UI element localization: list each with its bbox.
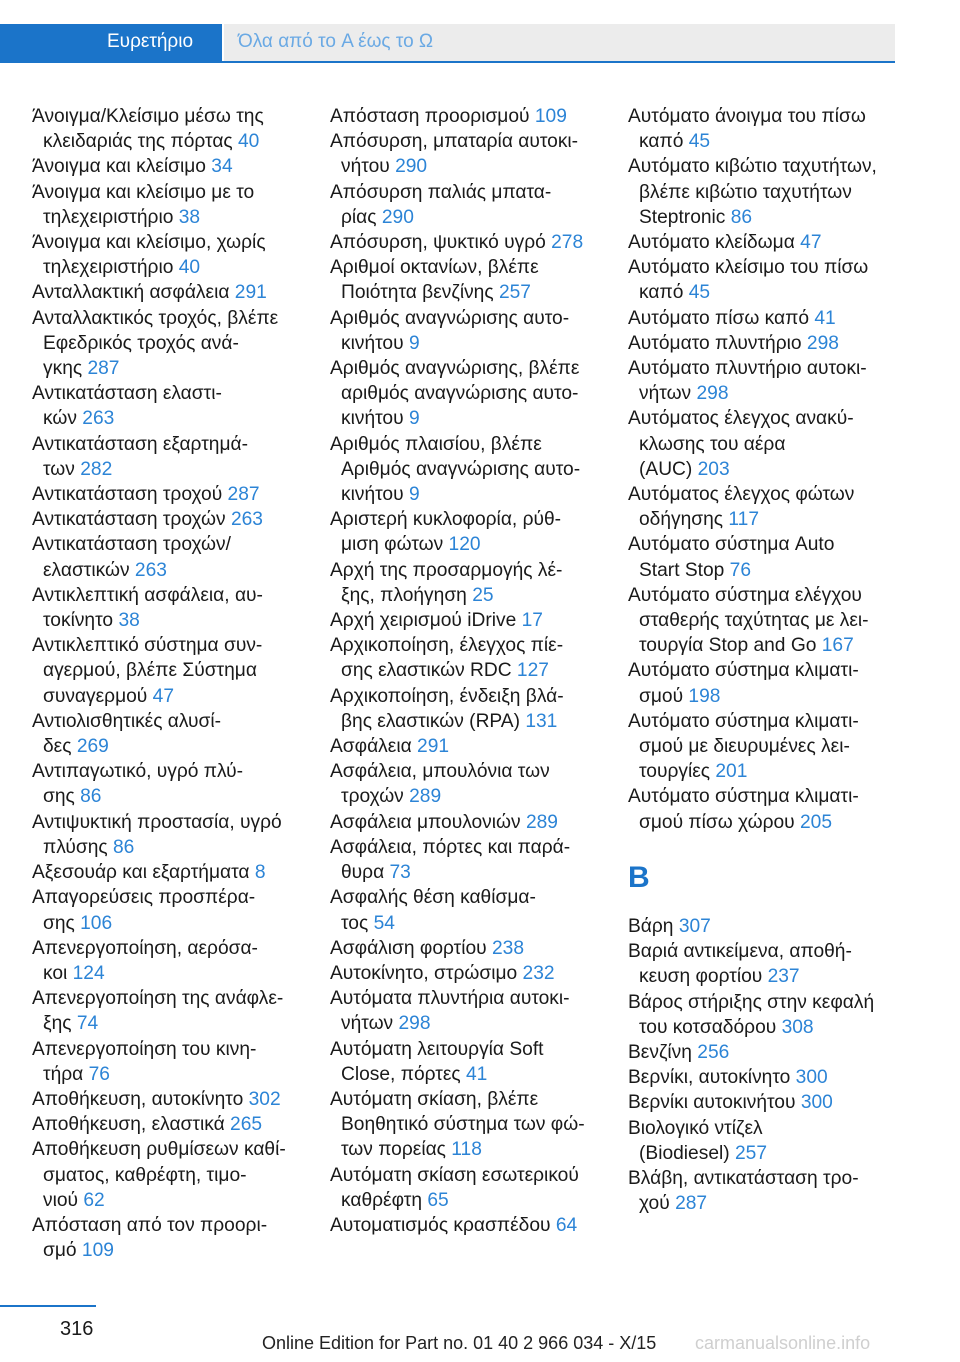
index-entry-text: ξης, πλοήγηση [341, 584, 467, 606]
index-entry-text: Αριθμός πλαισίου, βλέπε [330, 433, 542, 455]
index-entry-text: σης [43, 786, 75, 808]
index-entry-text: Απόσυρση, μπαταρία αυτοκι- [330, 131, 579, 153]
index-entry-text: καπό [639, 131, 684, 153]
page-link[interactable]: 106 [80, 912, 113, 934]
page-link[interactable]: 109 [534, 106, 567, 127]
index-entry [330, 936, 620, 961]
index-entry-text: Βενζίνη [628, 1041, 692, 1063]
index-entry-text: Αντικλεπτικό σύστημα συν- [32, 635, 263, 657]
page-link[interactable]: 300 [800, 1092, 833, 1114]
index-entry-text: (Biodiesel) [639, 1142, 730, 1164]
index-entry-text: Αποθήκευση, ελαστικά [32, 1114, 225, 1136]
index-entry-text: Απόσυρση παλιάς μπατα- [330, 181, 552, 203]
index-entry-text: νήτων [341, 1013, 394, 1035]
index-entry [330, 1163, 620, 1213]
page-link[interactable]: 117 [728, 509, 759, 531]
index-entry [32, 709, 322, 759]
index-entry-text: τοκίνητο [43, 610, 114, 632]
index-entry-text: κλειδαριάς της πόρτας [43, 131, 233, 153]
index-entry-text: κοι [43, 962, 68, 984]
index-entry-text: Close, πόρτες [341, 1063, 461, 1085]
index-entry-text: Αριθμοί οκτανίων, βλέπε [330, 257, 539, 279]
index-entry-text: Αντικλεπτική ασφάλεια, αυ- [32, 584, 263, 606]
index-entry-text: Αντιπαγωτικό, υγρό πλύ- [32, 761, 244, 783]
index-entry [32, 986, 322, 1036]
index-entry [628, 331, 928, 356]
index-entry-text: Αρχικοποίηση, έλεγχος πίε- [330, 635, 564, 657]
index-entry-text: Αριθμός αναγνώρισης αυτο- [341, 458, 581, 480]
index-entry [330, 608, 620, 633]
index-entry-text: κών [43, 408, 77, 430]
index-entry-text: Αυτόματο σύστημα ελέγχου [628, 584, 862, 606]
page-link[interactable]: 205 [800, 811, 833, 833]
index-entry-text: Βάρη [628, 915, 674, 937]
index-entry-text: των πορείας [341, 1139, 446, 1161]
index-entry [32, 860, 322, 885]
index-entry [628, 406, 928, 482]
page-link[interactable]: 308 [781, 1016, 814, 1038]
page-link[interactable]: 298 [696, 383, 729, 405]
index-entry [330, 835, 620, 885]
index-entry-text: τουργίες [639, 761, 711, 783]
index-entry-text: τος [341, 912, 369, 934]
index-entry [32, 507, 322, 532]
index-entry [32, 154, 322, 179]
index-entry-text: ρίας [341, 206, 377, 228]
index-entry-text: σταθερής ταχύτητας με λει- [639, 610, 869, 632]
index-entry-text: Αριθμός αναγνώρισης αυτο- [330, 307, 570, 329]
index-entry-text: Άνοιγμα και κλείσιμο, χωρίς [32, 232, 266, 254]
index-entry [628, 1166, 928, 1216]
page-link[interactable]: 64 [555, 1214, 578, 1236]
tab-index-label: Ευρετήριο [107, 31, 194, 52]
index-entry [628, 1065, 928, 1090]
index-entry-text: αριθμός αναγνώρισης αυτο- [341, 383, 579, 405]
page-link[interactable]: 278 [551, 232, 584, 254]
page-link[interactable]: 41 [466, 1063, 488, 1085]
index-entry-text: Αυτόματο κιβώτιο ταχυτήτων, [628, 156, 877, 178]
index-entry-text: Αυτόματη σκίαση εσωτερικού [330, 1164, 579, 1186]
index-column-3 [628, 104, 928, 1216]
page-link[interactable]: 118 [451, 1139, 482, 1161]
page-link[interactable]: 9 [408, 408, 420, 430]
index-entry-text: Αρχή χειρισμού iDrive [330, 610, 517, 632]
footer-rule [0, 1305, 96, 1307]
index-entry-text: Βοηθητικό σύστημα των φώ- [341, 1114, 585, 1136]
page-link[interactable]: 76 [729, 559, 752, 581]
page-number: 316 [60, 1318, 94, 1340]
index-entry-text: Βλάβη, αντικατάσταση τρο- [628, 1167, 859, 1189]
index-entry-text: σης ελαστικών RDC [341, 660, 512, 682]
tab-index[interactable] [0, 24, 222, 61]
page-link[interactable]: 256 [697, 1041, 730, 1063]
page-link[interactable]: 263 [230, 509, 263, 531]
index-entry [628, 104, 928, 154]
index-entry-text: Αυτόματο κλείσιμο του πίσω [628, 257, 869, 279]
index-entry [628, 1040, 928, 1065]
index-entry-text: Αντιψυκτική προστασία, υγρό [32, 811, 282, 833]
page-link[interactable]: 86 [730, 206, 753, 228]
page-link[interactable]: 307 [678, 915, 711, 937]
index-entry-text: Αρχή της προσαρμογής λέ- [330, 559, 563, 581]
page-link[interactable]: 86 [112, 836, 135, 858]
index-entry-text: Αυτόματο πλυντήριο [628, 332, 802, 354]
index-entry-text: Απαγορεύσεις προσπέρα- [32, 887, 256, 909]
index-entry [330, 230, 620, 255]
index-entry-text: Ασφάλεια [330, 736, 412, 758]
page-link[interactable]: 263 [134, 559, 167, 581]
index-entry-text: τηλεχειριστήριο [43, 206, 174, 228]
index-entry [628, 990, 928, 1040]
page-link[interactable]: 290 [381, 206, 414, 228]
index-entry-text: Ασφάλεια, πόρτες και παρά- [330, 836, 571, 858]
index-column-2 [330, 104, 620, 1238]
index-entry [32, 230, 322, 280]
index-entry-text: Ασφαλής θέση καθίσμα- [330, 887, 536, 909]
page-link[interactable]: 86 [80, 786, 102, 808]
index-entry-text: Αυτόματο πίσω καπό [628, 307, 810, 329]
page-link[interactable]: 257 [498, 282, 531, 304]
index-entry-text: νήτων [639, 383, 692, 405]
index-entry [628, 230, 928, 255]
index-entry-text: Αντικατάσταση ελαστι- [32, 383, 222, 405]
page-link[interactable]: 45 [688, 282, 711, 304]
index-entry-text: των [43, 458, 75, 480]
index-entry-text: νιού [43, 1189, 79, 1211]
page-link[interactable]: 9 [408, 484, 420, 506]
page-link[interactable]: 269 [76, 736, 109, 758]
page-link[interactable]: 282 [80, 458, 113, 480]
index-entry-text: Ποιότητα βενζίνης [341, 282, 494, 304]
page-link[interactable]: 54 [373, 912, 395, 934]
index-entry [32, 381, 322, 431]
index-entry-text: Αριθμός αναγνώρισης, βλέπε [330, 358, 580, 380]
page-link[interactable]: 265 [230, 1114, 263, 1136]
index-entry-text: Αντιολισθητικές αλυσί- [32, 710, 222, 732]
index-entry-text: Απενεργοποίηση του κινη- [32, 1038, 257, 1060]
index-entry [330, 558, 620, 608]
index-entry-text: Αυτόματο σύστημα κλιματι- [628, 786, 859, 808]
index-entry-text: κλωσης του αέρα [639, 433, 786, 455]
index-entry-text: Άνοιγμα/Κλείσιμο μέσω της [32, 106, 264, 127]
index-entry-text: Απενεργοποίηση της ανάφλε- [32, 988, 284, 1010]
index-entry-text: Αποθήκευση ρυθμίσεων καθί- [32, 1139, 286, 1161]
index-entry-text: Αντικατάσταση τροχού [32, 484, 223, 506]
index-entry [330, 633, 620, 683]
index-entry [32, 936, 322, 986]
page-link[interactable]: 124 [72, 962, 105, 984]
index-entry [330, 885, 620, 935]
page-link[interactable]: 257 [735, 1142, 768, 1164]
page-link[interactable]: 291 [417, 736, 450, 758]
index-entry [628, 255, 928, 305]
page-link[interactable]: 237 [767, 966, 800, 988]
index-entry [628, 583, 928, 659]
index-entry [628, 709, 928, 785]
index-entry-text: κινήτου [341, 408, 404, 430]
index-entry [32, 1213, 322, 1263]
page-link[interactable]: 300 [795, 1067, 828, 1089]
index-entry-text: νήτου [341, 156, 390, 178]
page-link[interactable]: 298 [806, 332, 839, 354]
index-entry-text: σματος, καθρέφτη, τιμο- [43, 1164, 247, 1186]
index-entry-text: Αντικατάσταση εξαρτημά- [32, 433, 248, 455]
index-entry-text: Βάρος στήριξης στην κεφαλή [628, 991, 875, 1013]
index-entry [330, 180, 620, 230]
page-link[interactable]: 73 [389, 862, 411, 884]
index-entry [32, 583, 322, 633]
index-entry [330, 129, 620, 179]
index-entry-text: χού [639, 1193, 670, 1215]
index-entry-text: Αυτόματο κλείδωμα [628, 232, 795, 254]
index-entry-text: κευση φορτίου [639, 966, 763, 988]
index-entry [330, 759, 620, 809]
tab-a-to-z[interactable] [224, 24, 895, 61]
page-link[interactable]: 287 [675, 1193, 708, 1215]
page-link[interactable]: 109 [81, 1240, 114, 1262]
index-entry-text: βλέπε κιβώτιο ταχυτήτων [639, 181, 852, 203]
index-entry-text: συναγερμού [43, 685, 148, 707]
page-link[interactable]: 76 [88, 1063, 110, 1085]
index-entry-text: καπό [639, 282, 684, 304]
index-entry-text: τηλεχειριστήριο [43, 257, 174, 279]
index-entry [330, 432, 620, 508]
index-entry-text: Αντικατάσταση τροχών [32, 509, 226, 531]
page-link[interactable]: 41 [814, 307, 836, 329]
index-entry-text: Βερνίκι αυτοκινήτου [628, 1092, 796, 1114]
index-entry-text: Start Stop [639, 559, 725, 581]
index-entry [628, 1090, 928, 1115]
index-entry-text: Άνοιγμα και κλείσιμο [32, 156, 206, 178]
index-entry-text: Steptronic [639, 206, 726, 228]
index-entry-text: Ασφάλεια μπουλονιών [330, 811, 521, 833]
index-entry-text: ξης [43, 1013, 72, 1035]
page-link[interactable]: 198 [688, 685, 721, 707]
index-entry [32, 759, 322, 809]
page-link[interactable]: 203 [697, 458, 730, 480]
page-link[interactable]: 289 [525, 811, 558, 833]
index-entry-text: Αυτόματος έλεγχος φώτων [628, 484, 855, 506]
page-link[interactable]: 167 [821, 635, 854, 657]
page-link[interactable]: 62 [83, 1189, 105, 1211]
index-entry [330, 356, 620, 432]
index-entry-text: κινήτου [341, 332, 404, 354]
index-entry-text: Αυτοματισμός κρασπέδου [330, 1214, 551, 1236]
watermark: carmanualsonline.info [695, 1333, 871, 1353]
index-entry-text: Απόσυρση, ψυκτικό υγρό [330, 232, 546, 254]
section-letter: B [628, 860, 650, 894]
page-link[interactable]: 289 [409, 786, 442, 808]
page-link[interactable]: 290 [395, 156, 428, 178]
page-link[interactable]: 291 [234, 282, 267, 304]
index-entry [32, 1087, 322, 1112]
index-entry [330, 306, 620, 356]
index-entry-text: Αυτόματη σκίαση, βλέπε [330, 1088, 539, 1110]
index-entry-text: Αυτόματο σύστημα κλιματι- [628, 660, 859, 682]
index-entry-text: τροχών [341, 786, 404, 808]
index-entry-text: θυρα [341, 862, 385, 884]
page-link[interactable]: 127 [516, 660, 549, 682]
index-entry-text: του κοτσαδόρου [639, 1016, 777, 1038]
index-entry [32, 280, 322, 305]
index-entry [628, 784, 928, 834]
index-entry [628, 154, 928, 230]
index-entry [32, 482, 322, 507]
index-entry-text: Αποθήκευση, αυτοκίνητο [32, 1088, 244, 1110]
index-column-1 [32, 104, 322, 1263]
index-entry [32, 532, 322, 582]
index-entry-text: Ασφάλεια, μπουλόνια των [330, 761, 550, 783]
index-entry-text: Απενεργοποίηση, αερόσα- [32, 937, 258, 959]
page-link[interactable]: 40 [238, 131, 260, 153]
index-entry-text: βης ελαστικών (RPA) [341, 710, 520, 732]
index-entry-text: Αρχικοποίηση, ένδειξη βλά- [330, 685, 564, 707]
page-link[interactable]: 302 [248, 1088, 281, 1110]
header-bar [0, 24, 895, 61]
index-entry-text: (AUC) [639, 458, 693, 480]
index-entry-text: αγερμού, βλέπε Σύστημα [43, 660, 257, 682]
index-entry-text: Άνοιγμα και κλείσιμο με το [32, 181, 255, 203]
page-link[interactable]: 40 [178, 257, 201, 279]
index-entry [32, 1137, 322, 1213]
index-entry-text: σμού [639, 685, 684, 707]
index-entry [628, 1116, 928, 1166]
page-link[interactable]: 201 [715, 761, 748, 783]
index-entry [32, 1112, 322, 1137]
tab-a-to-z-label: Όλα από το A έως το Ω [238, 31, 434, 52]
index-entry [32, 1037, 322, 1087]
index-entry [32, 104, 322, 154]
page-link[interactable]: 74 [76, 1013, 99, 1035]
index-entry [628, 914, 928, 939]
index-entry-text: μιση φώτων [341, 534, 444, 556]
index-entry-text: Αυτόματα πλυντήρια αυτοκι- [330, 988, 570, 1010]
index-entry-text: Αυτόματο σύστημα Auto [628, 534, 835, 556]
index-entry [32, 633, 322, 709]
index-entry-text: Ασφάλιση φορτίου [330, 937, 487, 959]
page-link[interactable]: 25 [472, 584, 494, 606]
index-entry [32, 432, 322, 482]
index-entry [330, 734, 620, 759]
page-link[interactable]: 34 [211, 156, 233, 178]
page-link[interactable]: 38 [178, 206, 201, 228]
page-link[interactable]: 45 [688, 131, 711, 153]
index-entry-text: πλύσης [43, 836, 108, 858]
index-entry-text: ελαστικών [43, 559, 130, 581]
index-entry [330, 986, 620, 1036]
page-link[interactable]: 263 [82, 408, 115, 430]
index-entry-text: σμού με διευρυμένες λει- [639, 736, 850, 758]
index-entry-text: Αυτόματος έλεγχος ανακύ- [628, 408, 854, 430]
index-entry [330, 1213, 620, 1238]
index-entry-text: κινήτου [341, 484, 404, 506]
index-entry-text: Εφεδρικός τροχός ανά- [43, 332, 239, 354]
index-entry [330, 507, 620, 557]
index-entry [32, 306, 322, 382]
index-entry-text: Αντικατάσταση τροχών/ [32, 534, 231, 556]
index-entry [628, 658, 928, 708]
page-link[interactable]: 65 [427, 1189, 449, 1211]
index-entry-text: γκης [43, 358, 83, 380]
index-entry [628, 356, 928, 406]
index-entry-text: Αυτόματο σύστημα κλιματι- [628, 710, 859, 732]
page-link[interactable]: 47 [152, 685, 174, 707]
index-entry [32, 180, 322, 230]
index-entry [32, 810, 322, 860]
page-link[interactable]: 298 [398, 1013, 431, 1035]
index-entry-text: Απόσταση προορισμού [330, 106, 530, 127]
index-entry-text: Αυτόματη λειτουργία Soft [330, 1038, 544, 1060]
index-entry-text: τήρα [43, 1063, 84, 1085]
page-link[interactable]: 8 [254, 862, 266, 884]
index-entry [628, 532, 928, 582]
index-entry-text: σμού πίσω χώρου [639, 811, 795, 833]
index-entry-text: Βαριά αντικείμενα, αποθή- [628, 941, 852, 963]
header-underline [0, 61, 895, 63]
page-link[interactable]: 9 [408, 332, 420, 354]
index-entry-text: σης [43, 912, 75, 934]
index-entry-text: δες [43, 736, 72, 758]
index-entry [330, 255, 620, 305]
index-entry-text: σμό [43, 1240, 77, 1262]
index-entry-text: Αξεσουάρ και εξαρτήματα [32, 862, 250, 884]
index-entry-text: Βιολογικό ντίζελ [628, 1117, 763, 1139]
index-entry [628, 306, 928, 331]
index-entry-text: Βερνίκι, αυτοκίνητο [628, 1067, 791, 1089]
index-entry [330, 684, 620, 734]
page-link[interactable]: 131 [525, 710, 558, 732]
index-entry [32, 885, 322, 935]
index-entry-text: Απόσταση από τον προορι- [32, 1214, 268, 1236]
index-entry [330, 961, 620, 986]
index-entry [330, 1087, 620, 1163]
index-entry-text: Ανταλλακτική ασφάλεια [32, 282, 230, 304]
index-entry-text: Αυτοκίνητο, στρώσιμο [330, 962, 518, 984]
page-link[interactable]: 238 [491, 937, 524, 959]
edition-note: Online Edition for Part no. 01 40 2 966 034 - X/15 [262, 1333, 657, 1353]
index-entry-text: οδήγησης [639, 509, 724, 531]
index-entry-text: καθρέφτη [341, 1189, 423, 1211]
index-entry [628, 939, 928, 989]
page-link[interactable]: 232 [522, 962, 555, 984]
page-link[interactable]: 17 [521, 610, 543, 632]
page-link[interactable]: 47 [800, 232, 822, 254]
index-entry-text: τουργία Stop and Go [639, 635, 817, 657]
index-entry [330, 1037, 620, 1087]
index-entry-text: Αυτόματο πλυντήριο αυτοκι- [628, 358, 867, 380]
page-link[interactable]: 120 [448, 534, 481, 556]
index-entry-text: Αριστερή κυκλοφορία, ρύθ- [330, 509, 562, 531]
page-link[interactable]: 287 [87, 358, 120, 380]
index-entry-text: Αυτόματο άνοιγμα του πίσω [628, 106, 866, 127]
index-entry [330, 104, 620, 129]
index-entry-text: Ανταλλακτικός τροχός, βλέπε [32, 307, 279, 329]
page-link[interactable]: 38 [118, 610, 140, 632]
index-entry [330, 810, 620, 835]
page-link[interactable]: 287 [227, 484, 260, 506]
index-entry [628, 482, 928, 532]
